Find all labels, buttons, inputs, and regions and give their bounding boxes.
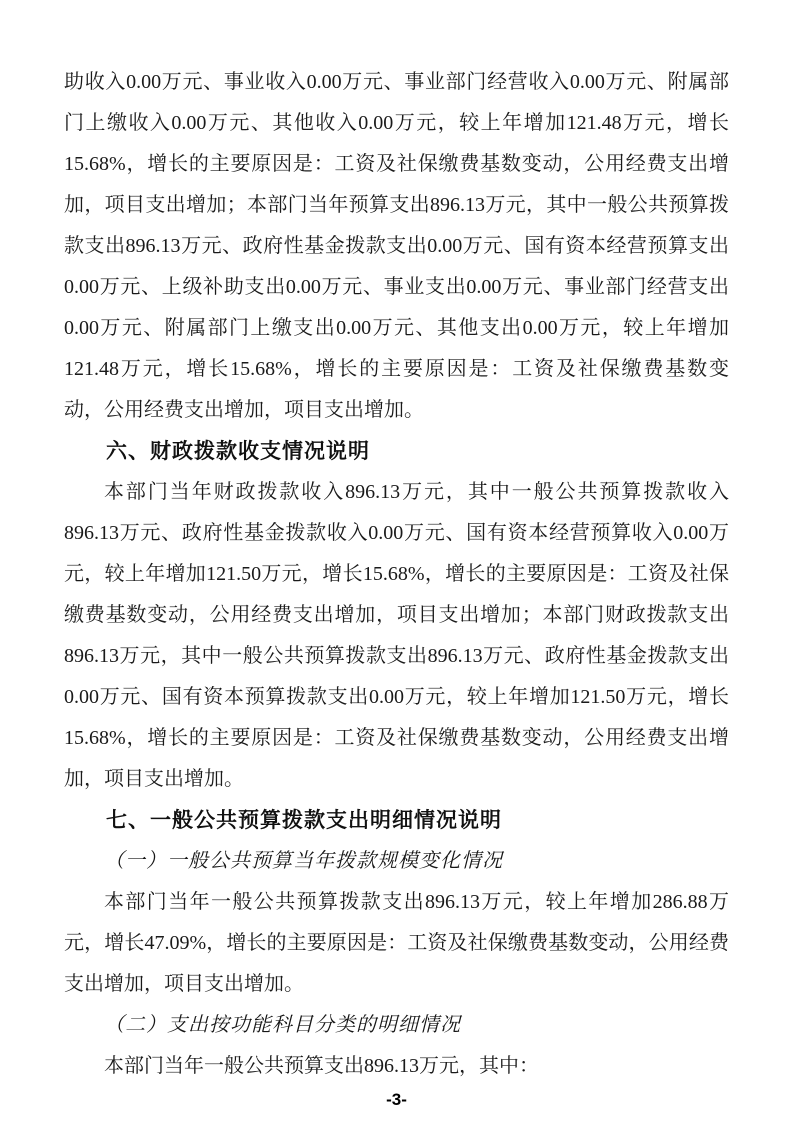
body-line: 本部门当年财政拨款收入896.13万元，其中一般公共预算拨款收入 — [104, 481, 729, 503]
body-line: 本部门当年一般公共预算支出896.13万元，其中： — [104, 1055, 539, 1077]
body-line: 门上缴收入0.00万元、其他收入0.00万元，较上年增加121.48万元，增长 — [64, 112, 729, 134]
body-line: 加，项目支出增加。 — [64, 768, 244, 790]
body-line: 896.13万元，其中一般公共预算拨款支出896.13万元、政府性基金拨款支出 — [64, 645, 729, 667]
document-content — [64, 62, 729, 1087]
subsection-heading-one: （一）一般公共预算当年拨款规模变化情况 — [104, 850, 503, 872]
section-heading-six: 六、财政拨款收支情况说明 — [106, 440, 370, 463]
body-line: 本部门当年一般公共预算拨款支出896.13万元，较上年增加286.88万 — [104, 891, 729, 913]
body-line: 121.48万元，增长15.68%，增长的主要原因是：工资及社保缴费基数变 — [64, 358, 729, 380]
body-line: 15.68%，增长的主要原因是：工资及社保缴费基数变动，公用经费支出增 — [64, 153, 729, 175]
body-line: 元，增长47.09%，增长的主要原因是：工资及社保缴费基数变动，公用经费 — [64, 932, 729, 954]
page-number: -3- — [386, 1090, 407, 1109]
body-line: 款支出896.13万元、政府性基金拨款支出0.00万元、国有资本经营预算支出 — [64, 235, 729, 257]
body-line: 加，项目支出增加；本部门当年预算支出896.13万元，其中一般公共预算拨 — [64, 194, 729, 216]
body-line: 元，较上年增加121.50万元，增长15.68%，增长的主要原因是：工资及社保 — [64, 563, 729, 585]
subsection-heading-two: （二）支出按功能科目分类的明细情况 — [104, 1014, 461, 1036]
body-line: 896.13万元、政府性基金拨款收入0.00万元、国有资本经营预算收入0.00万 — [64, 522, 729, 544]
section-heading-seven: 七、一般公共预算拨款支出明细情况说明 — [106, 809, 502, 832]
body-line: 助收入0.00万元、事业收入0.00万元、事业部门经营收入0.00万元、附属部 — [64, 71, 729, 93]
body-line: 0.00万元、附属部门上缴支出0.00万元、其他支出0.00万元，较上年增加 — [64, 317, 729, 339]
body-line: 15.68%，增长的主要原因是：工资及社保缴费基数变动，公用经费支出增 — [64, 727, 729, 749]
body-line: 0.00万元、国有资本预算拨款支出0.00万元，较上年增加121.50万元，增长 — [64, 686, 729, 708]
body-line: 0.00万元、上级补助支出0.00万元、事业支出0.00万元、事业部门经营支出 — [64, 276, 729, 298]
body-line: 缴费基数变动，公用经费支出增加，项目支出增加；本部门财政拨款支出 — [64, 604, 729, 626]
body-line: 支出增加，项目支出增加。 — [64, 973, 304, 995]
body-line: 动，公用经费支出增加，项目支出增加。 — [64, 399, 424, 421]
